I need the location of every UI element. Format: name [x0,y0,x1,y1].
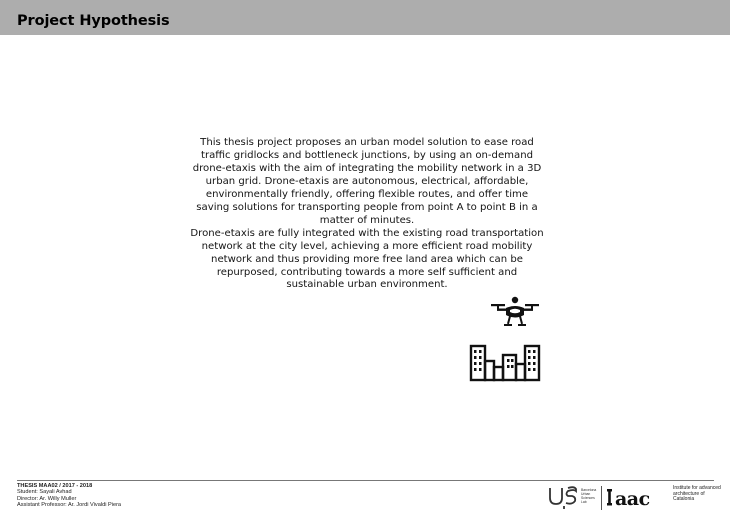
student-label: Student: Sayali Avhad [17,489,72,496]
iaac-caption: Institute for advanced architecture of Catalonia [673,485,721,503]
page-title: Project Hypothesis [17,13,170,29]
ucl-logo-icon [548,484,578,510]
city-buildings-icon [469,344,541,382]
drone-icon [490,296,540,328]
hypothesis-paragraph-1: This thesis project proposes an urban model solution to ease road traffic gridlocks and bottleneck junctions, by using an on-demand drone-etaxis with the aim of integrating the mobility network in a 3D urban grid. Drone-etaxis are autonomous, electrical, affordable, environmentally friendly, offering flexible routes, and offer time saving solutions for transporting people from point A to point B in a matter of minutes. [192,137,542,226]
thesis-label: THESIS MAA02 / 2017 - 2018 [17,483,93,489]
footer-credits [17,483,121,508]
logo-separator [601,486,602,510]
footer-divider [17,480,714,481]
ucl-logo-text: Barcelona Urban Sciences Lab [581,488,597,504]
hypothesis-paragraph-2: Drone-etaxis are fully integrated with the existing road transportation network at the city level, achieving a more efficient road mobility network and thus providing more free land area which can be repurposed, contributing towards a more self sufficient and sustainable urban environment. [190,227,544,291]
iaac-logo [606,486,670,508]
svg-text:aac: aac [615,488,650,508]
director-label: Director: Ar. Willy Muller [17,495,77,502]
assistant-label: Assistant Professor: Ar. Jordi Vivaldi Piera [17,501,122,508]
hypothesis-text [188,137,546,292]
